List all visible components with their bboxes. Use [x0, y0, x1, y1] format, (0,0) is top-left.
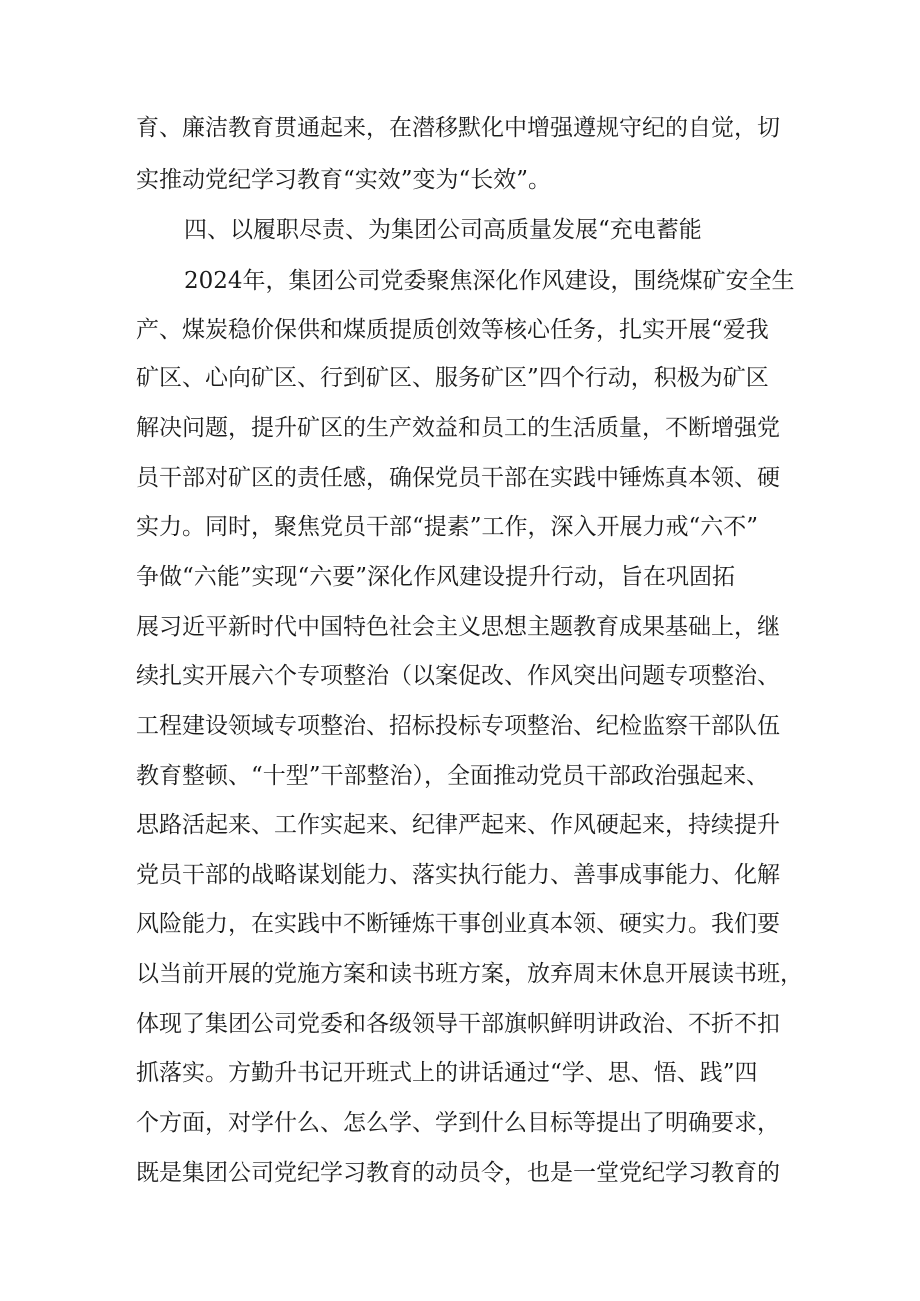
text-line: 2024年，集团公司党委聚焦深化作风建设，围绕煤矿安全生: [184, 268, 795, 294]
text-line: 以当前开展的党施方案和读书班方案，放弃周末休息开展读书班，: [136, 961, 803, 987]
text-line: 育、廉洁教育贯通起来，在潜移默化中增强遵规守纪的自觉，切: [136, 115, 780, 141]
text-line: 解决问题，提升矿区的生产效益和员工的生活质量，不断增强党: [136, 415, 780, 441]
text-line: 个方面，对学什么、怎么学、学到什么目标等提出了明确要求，: [136, 1110, 780, 1136]
text-line: 既是集团公司党纪学习教育的动员令，也是一堂党纪学习教育的: [136, 1160, 780, 1186]
text-line: 体现了集团公司党委和各级领导干部旗帜鲜明讲政治、不折不扣: [136, 1011, 780, 1037]
text-line: 实推动党纪学习教育“实效”变为“长效”。: [136, 167, 552, 193]
text-line: 续扎实开展六个专项整治（以案促改、作风突出问题专项整治、: [136, 663, 780, 689]
text-line: 工程建设领域专项整治、招标投标专项整治、纪检监察干部队伍: [136, 713, 780, 739]
text-line: 实力。同时，聚焦党员干部“提素”工作，深入开展力戒“六不”: [136, 514, 759, 540]
text-line: 展习近平新时代中国特色社会主义思想主题教育成果基础上，继: [136, 614, 780, 640]
text-line: 党员干部的战略谋划能力、落实执行能力、善事成事能力、化解: [136, 862, 780, 888]
text-line: 思路活起来、工作实起来、纪律严起来、作风硬起来，持续提升: [136, 812, 780, 838]
text-line: 争做“六能”实现“六要”深化作风建设提升行动，旨在巩固拓: [136, 564, 736, 590]
section-heading: 四、以履职尽责、为集团公司高质量发展“充电蓄能: [184, 217, 702, 243]
text-line: 矿区、心向矿区、行到矿区、服务矿区”四个行动，积极为矿区: [136, 365, 769, 391]
text-line: 风险能力，在实践中不断锤炼干事创业真本领、硬实力。我们要: [136, 911, 780, 937]
text-line: 产、煤炭稳价保供和煤质提质创效等核心任务，扎实开展“爱我: [136, 317, 769, 343]
text-line: 员干部对矿区的责任感，确保党员干部在实践中锤炼真本领、硬: [136, 465, 780, 491]
text-line: 教育整顿、“十型”干部整治），全面推动党员干部政治强起来、: [136, 763, 770, 789]
text-line: 抓落实。方勤升书记开班式上的讲话通过“学、思、悟、践”四: [136, 1060, 758, 1086]
